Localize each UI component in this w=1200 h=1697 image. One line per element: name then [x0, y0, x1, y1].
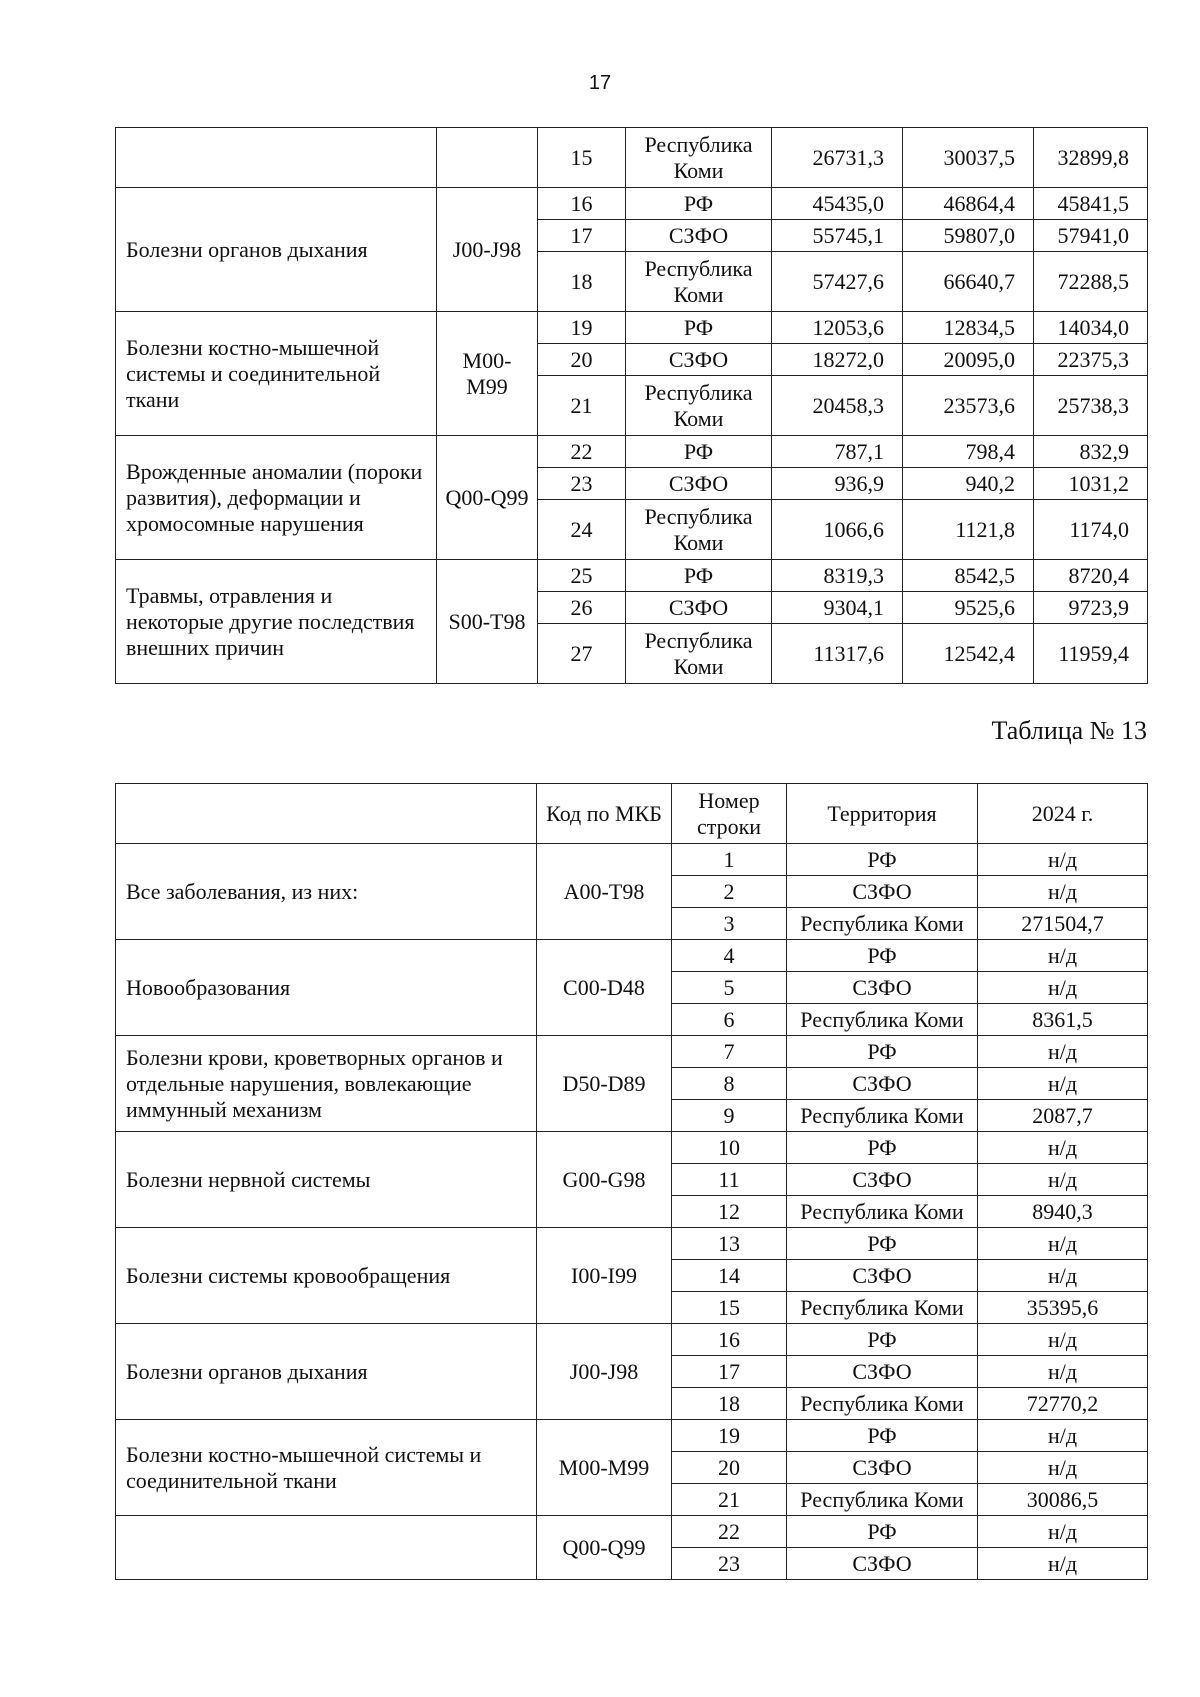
disease-name: [116, 128, 437, 188]
line-number: 18: [538, 252, 626, 312]
territory: СЗФО: [626, 468, 772, 500]
value-1: 936,9: [772, 468, 903, 500]
value-1: 787,1: [772, 436, 903, 468]
table-row: [116, 1324, 1148, 1356]
value-2024: н/д: [978, 1356, 1148, 1388]
territory: Республика Коми: [787, 1292, 978, 1324]
disease-name: Врожденные аномалии (пороки развития), деформации и хромосомные нарушения: [116, 436, 437, 560]
icd-code: M00-M99: [437, 312, 538, 436]
territory: СЗФО: [787, 1164, 978, 1196]
value-3: 32899,8: [1034, 128, 1148, 188]
table-row: [116, 1516, 1148, 1548]
value-3: 25738,3: [1034, 376, 1148, 436]
territory: СЗФО: [626, 344, 772, 376]
table-row: [116, 1132, 1148, 1164]
line-number: 6: [672, 1004, 787, 1036]
table-row: [116, 1228, 1148, 1260]
value-2024: н/д: [978, 1452, 1148, 1484]
line-number: 12: [672, 1196, 787, 1228]
line-number: 23: [538, 468, 626, 500]
value-2024: н/д: [978, 1036, 1148, 1068]
territory: Республика Коми: [787, 1484, 978, 1516]
territory: СЗФО: [787, 972, 978, 1004]
line-number: 8: [672, 1068, 787, 1100]
value-1: 45435,0: [772, 188, 903, 220]
territory: СЗФО: [626, 220, 772, 252]
line-number: 18: [672, 1388, 787, 1420]
territory: РФ: [626, 312, 772, 344]
value-2: 12542,4: [903, 624, 1034, 684]
line-number: 3: [672, 908, 787, 940]
territory: РФ: [787, 844, 978, 876]
value-3: 1031,2: [1034, 468, 1148, 500]
table-row: [116, 844, 1148, 876]
value-2024: н/д: [978, 1516, 1148, 1548]
territory: РФ: [787, 1324, 978, 1356]
line-number: 14: [672, 1260, 787, 1292]
icd-code: Q00-Q99: [537, 1516, 672, 1580]
line-number: 10: [672, 1132, 787, 1164]
line-number: 26: [538, 592, 626, 624]
line-number: 16: [672, 1324, 787, 1356]
line-number: 20: [672, 1452, 787, 1484]
disease-name: [116, 1516, 537, 1580]
line-number: 23: [672, 1548, 787, 1580]
icd-code: J00-J98: [437, 188, 538, 312]
value-2024: н/д: [978, 1068, 1148, 1100]
value-3: 832,9: [1034, 436, 1148, 468]
line-number: 7: [672, 1036, 787, 1068]
disease-name: Новообразования: [116, 940, 537, 1036]
territory: РФ: [626, 188, 772, 220]
territory: Республика Коми: [626, 252, 772, 312]
value-1: 11317,6: [772, 624, 903, 684]
line-number: 9: [672, 1100, 787, 1132]
territory: Республика Коми: [787, 1388, 978, 1420]
line-number: 15: [538, 128, 626, 188]
value-2: 66640,7: [903, 252, 1034, 312]
territory: Республика Коми: [787, 1196, 978, 1228]
table-row: [116, 1420, 1148, 1452]
value-1: 9304,1: [772, 592, 903, 624]
icd-code: C00-D48: [537, 940, 672, 1036]
territory: СЗФО: [787, 1068, 978, 1100]
icd-code: [437, 128, 538, 188]
value-2024: н/д: [978, 1548, 1148, 1580]
territory: РФ: [626, 436, 772, 468]
header-year: 2024 г.: [978, 784, 1148, 844]
value-3: 45841,5: [1034, 188, 1148, 220]
value-1: 57427,6: [772, 252, 903, 312]
territory: РФ: [787, 1420, 978, 1452]
territory: Республика Коми: [626, 376, 772, 436]
value-2024: н/д: [978, 1132, 1148, 1164]
value-3: 9723,9: [1034, 592, 1148, 624]
value-2024: 8361,5: [978, 1004, 1148, 1036]
table-row: [116, 188, 1148, 220]
line-number: 19: [538, 312, 626, 344]
disease-name: Болезни органов дыхания: [116, 188, 437, 312]
header-territory: Территория: [787, 784, 978, 844]
line-number: 21: [538, 376, 626, 436]
line-number: 27: [538, 624, 626, 684]
table-caption: Таблица № 13: [991, 716, 1147, 745]
line-number: 22: [672, 1516, 787, 1548]
header-code: Код по МКБ: [537, 784, 672, 844]
line-number: 11: [672, 1164, 787, 1196]
line-number: 25: [538, 560, 626, 592]
territory: Республика Коми: [626, 500, 772, 560]
value-1: 8319,3: [772, 560, 903, 592]
line-number: 13: [672, 1228, 787, 1260]
value-2024: н/д: [978, 1324, 1148, 1356]
value-2024: н/д: [978, 1228, 1148, 1260]
icd-code: A00-T98: [537, 844, 672, 940]
value-2: 23573,6: [903, 376, 1034, 436]
header-row: [116, 784, 1148, 844]
table-row: [116, 560, 1148, 592]
territory: Республика Коми: [787, 1004, 978, 1036]
value-1: 20458,3: [772, 376, 903, 436]
value-2024: 2087,7: [978, 1100, 1148, 1132]
value-2024: н/д: [978, 844, 1148, 876]
value-2024: 271504,7: [978, 908, 1148, 940]
value-2024: 35395,6: [978, 1292, 1148, 1324]
disease-name: Болезни костно-мышечной системы и соединительной ткани: [116, 1420, 537, 1516]
value-1: 55745,1: [772, 220, 903, 252]
territory: СЗФО: [787, 1452, 978, 1484]
territory: РФ: [787, 1036, 978, 1068]
value-1: 18272,0: [772, 344, 903, 376]
value-2: 940,2: [903, 468, 1034, 500]
table-row: [116, 940, 1148, 972]
table-row: [116, 436, 1148, 468]
disease-name: Болезни костно-мышечной системы и соединительной ткани: [116, 312, 437, 436]
disease-name: Болезни органов дыхания: [116, 1324, 537, 1420]
disease-name: Все заболевания, из них:: [116, 844, 537, 940]
value-2: 12834,5: [903, 312, 1034, 344]
value-2: 20095,0: [903, 344, 1034, 376]
value-3: 14034,0: [1034, 312, 1148, 344]
table-row: [116, 1036, 1148, 1068]
value-3: 11959,4: [1034, 624, 1148, 684]
table-row: [116, 128, 1148, 188]
territory: Республика Коми: [787, 1100, 978, 1132]
value-3: 1174,0: [1034, 500, 1148, 560]
icd-code: S00-T98: [437, 560, 538, 684]
value-3: 8720,4: [1034, 560, 1148, 592]
value-2: 46864,4: [903, 188, 1034, 220]
territory: СЗФО: [626, 592, 772, 624]
line-number: 15: [672, 1292, 787, 1324]
icd-code: G00-G98: [537, 1132, 672, 1228]
line-number: 4: [672, 940, 787, 972]
territory: РФ: [787, 940, 978, 972]
value-2024: н/д: [978, 1164, 1148, 1196]
line-number: 17: [672, 1356, 787, 1388]
value-2024: н/д: [978, 1260, 1148, 1292]
line-number: 24: [538, 500, 626, 560]
value-2024: 30086,5: [978, 1484, 1148, 1516]
value-2: 8542,5: [903, 560, 1034, 592]
disease-name: Травмы, отравления и некоторые другие последствия внешних причин: [116, 560, 437, 684]
line-number: 1: [672, 844, 787, 876]
territory: Республика Коми: [626, 624, 772, 684]
territory: Республика Коми: [787, 908, 978, 940]
value-3: 72288,5: [1034, 252, 1148, 312]
line-number: 20: [538, 344, 626, 376]
header-line-number: Номер строки: [672, 784, 787, 844]
icd-code: D50-D89: [537, 1036, 672, 1132]
value-1: 1066,6: [772, 500, 903, 560]
value-2024: н/д: [978, 940, 1148, 972]
icd-code: Q00-Q99: [437, 436, 538, 560]
line-number: 5: [672, 972, 787, 1004]
value-1: 12053,6: [772, 312, 903, 344]
territory: РФ: [787, 1516, 978, 1548]
value-2: 30037,5: [903, 128, 1034, 188]
table-13: [115, 783, 1148, 1580]
line-number: 19: [672, 1420, 787, 1452]
icd-code: I00-I99: [537, 1228, 672, 1324]
value-3: 22375,3: [1034, 344, 1148, 376]
table-row: [116, 312, 1148, 344]
territory: СЗФО: [787, 876, 978, 908]
value-2024: 72770,2: [978, 1388, 1148, 1420]
disease-name: Болезни системы кровообращения: [116, 1228, 537, 1324]
value-1: 26731,3: [772, 128, 903, 188]
disease-name: Болезни нервной системы: [116, 1132, 537, 1228]
page-number: 17: [588, 72, 612, 94]
header-disease: [116, 784, 537, 844]
territory: СЗФО: [787, 1260, 978, 1292]
value-3: 57941,0: [1034, 220, 1148, 252]
table-continuation: [115, 127, 1148, 684]
territory: РФ: [787, 1228, 978, 1260]
icd-code: M00-M99: [537, 1420, 672, 1516]
line-number: 21: [672, 1484, 787, 1516]
icd-code: J00-J98: [537, 1324, 672, 1420]
value-2024: н/д: [978, 876, 1148, 908]
territory: СЗФО: [787, 1548, 978, 1580]
territory: Республика Коми: [626, 128, 772, 188]
value-2: 1121,8: [903, 500, 1034, 560]
territory: РФ: [626, 560, 772, 592]
value-2024: 8940,3: [978, 1196, 1148, 1228]
value-2024: н/д: [978, 972, 1148, 1004]
territory: СЗФО: [787, 1356, 978, 1388]
line-number: 22: [538, 436, 626, 468]
line-number: 16: [538, 188, 626, 220]
territory: РФ: [787, 1132, 978, 1164]
value-2: 798,4: [903, 436, 1034, 468]
value-2: 9525,6: [903, 592, 1034, 624]
line-number: 2: [672, 876, 787, 908]
value-2: 59807,0: [903, 220, 1034, 252]
disease-name: Болезни крови, кроветворных органов и отдельные нарушения, вовлекающие иммунный механизм: [116, 1036, 537, 1132]
value-2024: н/д: [978, 1420, 1148, 1452]
line-number: 17: [538, 220, 626, 252]
